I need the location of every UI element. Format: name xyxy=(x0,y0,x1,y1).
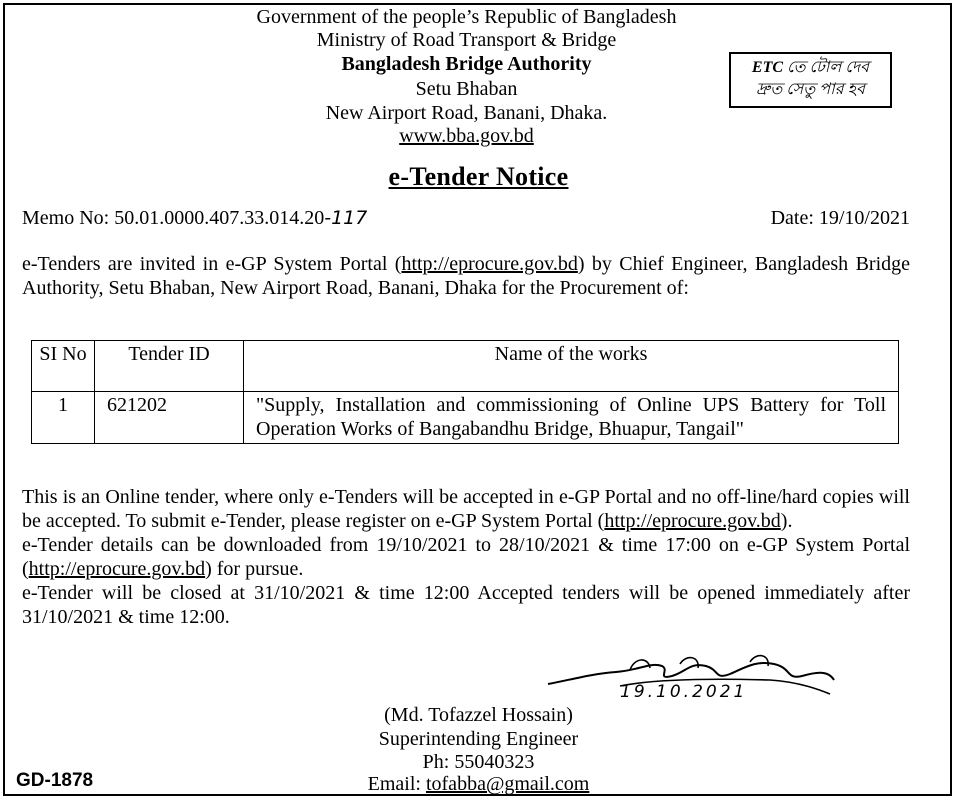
instruction-download: e-Tender details can be downloaded from 19/10/2021 to 28/10/2021 & time 17:00 on e-GP System Portal (http://eprocure.gov.bd) for pursue. xyxy=(22,534,910,580)
signer-email: Email: tofabba@gmail.com xyxy=(367,773,590,795)
col-header-sl: SI No xyxy=(32,341,95,392)
signer-designation: Superintending Engineer xyxy=(378,728,579,750)
header-ministry: Ministry of Road Transport & Bridge xyxy=(316,29,617,51)
instructions-paragraph xyxy=(22,485,910,629)
etc-slogan-line1: ETC তে টোল দেব xyxy=(751,59,870,76)
signer-phone: Ph: 55040323 xyxy=(422,751,535,773)
eprocure-link[interactable]: http://eprocure.gov.bd xyxy=(401,253,578,275)
works-table xyxy=(31,340,899,444)
col-header-tender-id: Tender ID xyxy=(95,341,244,392)
cell-sl: 1 xyxy=(32,392,95,444)
header-authority: Bangladesh Bridge Authority xyxy=(341,53,592,75)
memo-number: Memo No: 50.01.0000.407.33.014.20-117 xyxy=(22,207,368,229)
eprocure-link-3[interactable]: http://eprocure.gov.bd xyxy=(28,558,206,580)
header-website-link[interactable]: www.bba.gov.bd xyxy=(399,125,534,147)
table-header-row xyxy=(32,341,899,392)
signature-date: 19.10.2021 xyxy=(620,682,748,702)
notice-date: Date: 19/10/2021 xyxy=(770,207,910,229)
memo-handwritten-suffix: -117 xyxy=(324,207,368,229)
instruction-online: This is an Online tender, where only e-Tenders will be accepted in e-GP Portal and no off-line/hard copies will be accepted. To submit e-Tender, please register on e-GP System Portal (http://eprocure.gov.bd). xyxy=(22,486,910,532)
header-building: Setu Bhaban xyxy=(415,78,518,100)
intro-paragraph: e-Tenders are invited in e-GP System Portal (http://eprocure.gov.bd) by Chief Engineer, Bangladesh Bridge Authority, Setu Bhaban, New Airport Road, Banani, Dhaka for the Procurement of: xyxy=(22,253,911,299)
table-row xyxy=(32,392,899,444)
eprocure-link-2[interactable]: http://eprocure.gov.bd xyxy=(604,510,781,532)
cell-work-name: "Supply, Installation and commissioning of Online UPS Battery for Toll Operation Works of Bangabandhu Bridge, Bhuapur, Tangail" xyxy=(244,392,899,444)
header-address: New Airport Road, Banani, Dhaka. xyxy=(325,102,608,124)
header-government: Government of the people’s Republic of Bangladesh xyxy=(256,6,677,28)
notice-title: e-Tender Notice xyxy=(388,162,569,191)
instruction-closing: e-Tender will be closed at 31/10/2021 & time 12:00 Accepted tenders will be opened immediately after 31/10/2021 & time 12:00. xyxy=(22,582,910,628)
col-header-name: Name of the works xyxy=(244,341,899,392)
signer-name: (Md. Tofazzel Hossain) xyxy=(384,704,573,726)
email-link[interactable]: tofabba@gmail.com xyxy=(425,773,590,795)
cell-tender-id: 621202 xyxy=(95,392,244,444)
footer-code: GD-1878 xyxy=(16,770,94,791)
etc-slogan-box xyxy=(729,52,892,108)
etc-slogan-line2: দ্রুত সেতু পার হব xyxy=(756,81,865,98)
